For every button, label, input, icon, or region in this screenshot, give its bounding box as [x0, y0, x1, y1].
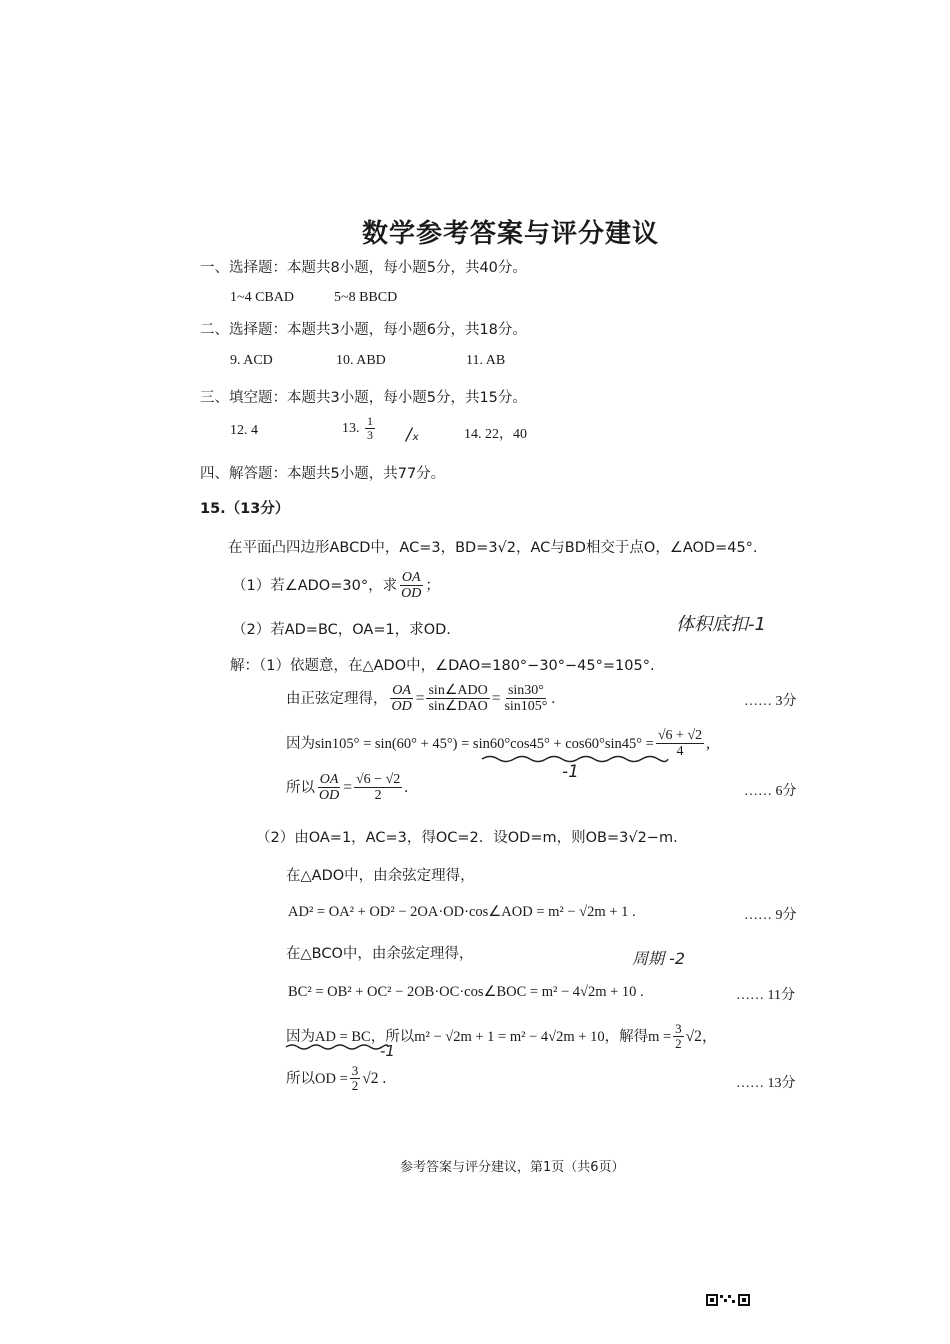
equality-text: 因为AD = BC，所以m² − √2m + 1 = m² − 4√2m + 10，解得m =	[286, 1028, 672, 1045]
handwritten-wavy-underline-2	[284, 1042, 390, 1052]
m-solution-denominator: 2	[675, 1036, 682, 1052]
handwritten-minus-one-2: -1	[380, 1042, 395, 1060]
ls-fraction-1-denominator: OD	[391, 699, 412, 715]
score-9: …… 9分	[744, 908, 797, 923]
question-15-stem: 在平面凸四边形ABCD中，AC=3，BD=3√2，AC与BD相交于点O，∠AOD=45°.	[228, 540, 758, 556]
sin105-expansion: 因为sin105° = sin(60° + 45°) = sin60°cos45° + cos60°sin45° =	[286, 735, 654, 752]
answer-10: 10. ABD	[336, 353, 386, 368]
answer-14: 14. 22，40	[464, 427, 527, 442]
answer-1-4: 1~4 CBAD	[230, 290, 294, 305]
score-3: …… 3分	[744, 694, 797, 709]
ratio-prefix: 所以	[286, 779, 315, 796]
solution-1-intro: 解：（1）依题意，在△ADO中，∠DAO=180°−30°−45°=105°.	[230, 658, 655, 674]
score-6: …… 6分	[744, 784, 797, 799]
answer-13-denominator: 3	[367, 428, 373, 443]
qr-code-icon	[706, 1294, 750, 1306]
section-1-heading: 一、选择题：本题共8小题，每小题5分，共40分。	[200, 260, 527, 276]
section-2-heading: 二、选择题：本题共3小题，每小题6分，共18分。	[200, 322, 527, 338]
law-of-sines-line	[286, 683, 555, 715]
question-15-part-2: （2）若AD=BC，OA=1，求OD.	[232, 622, 451, 638]
handwritten-minus-one-1: -1	[562, 762, 579, 782]
answer-9: 9. ACD	[230, 353, 273, 368]
score-13: …… 13分	[736, 1076, 796, 1091]
answer-13	[342, 415, 377, 442]
ls-fraction-1-numerator: OA	[392, 683, 411, 698]
bc-squared-equation: BC² = OB² + OC² − 2OB·OC·cos∠BOC = m² − 4√2m + 10 .	[288, 984, 644, 1000]
od-numerator: 3	[351, 1063, 359, 1078]
m-solution-numerator: 3	[675, 1021, 682, 1036]
ratio-result-line	[286, 772, 408, 804]
ls-equals-1: =	[415, 689, 425, 707]
od-result-line	[286, 1064, 386, 1094]
od-prefix: 所以OD =	[286, 1070, 348, 1087]
ratio-left-denominator: OD	[319, 788, 340, 804]
section-4-heading: 四、解答题：本题共5小题，共77分。	[200, 466, 446, 482]
law-of-cosines-ado: 在△ADO中，由余弦定理得，	[286, 868, 475, 884]
part-1-fraction-denominator: OD	[401, 586, 422, 602]
handwritten-note-volume: 体积底扣-1	[676, 614, 766, 635]
ratio-equals: =	[343, 778, 352, 796]
sin105-numerator: √6 + √2	[657, 728, 703, 743]
answer-12: 12. 4	[230, 423, 258, 438]
question-15-part-1	[232, 570, 440, 602]
handwritten-slash-mark: /ₓ	[406, 425, 420, 445]
answer-5-8: 5~8 BBCD	[334, 290, 398, 305]
answer-13-label: 13.	[342, 420, 360, 436]
m-solution-tail: √2，	[685, 1027, 718, 1045]
ls-fraction-2-denominator: sin∠DAO	[428, 699, 488, 715]
ls-period: .	[551, 689, 556, 707]
part-1-suffix: ；	[425, 577, 440, 594]
ls-equals-2: =	[491, 689, 501, 707]
part-1-fraction-numerator: OA	[401, 570, 421, 585]
law-of-cosines-bco: 在△BCO中，由余弦定理得，	[286, 946, 474, 962]
od-tail: √2 .	[362, 1069, 387, 1087]
sin105-comma: ,	[706, 734, 710, 752]
score-11: …… 11分	[736, 988, 795, 1003]
solution-2-intro: （2）由OA=1，AC=3，得OC=2．设OD=m，则OB=3√2−m．	[256, 830, 688, 846]
ls-fraction-3-numerator: sin30°	[507, 683, 544, 698]
part-1-prefix: （1）若∠ADO=30°，求	[232, 577, 398, 594]
ls-fraction-3-denominator: sin105°	[504, 699, 548, 715]
ls-fraction-2-numerator: sin∠ADO	[428, 683, 488, 698]
law-of-sines-prefix: 由正弦定理得，	[286, 690, 388, 707]
sin105-denominator: 4	[676, 744, 684, 760]
answer-13-numerator: 1	[367, 414, 373, 428]
answer-11: 11. AB	[466, 353, 506, 368]
page-title: 数学参考答案与评分建议	[362, 219, 660, 249]
ratio-right-numerator: √6 − √2	[355, 772, 401, 787]
section-3-heading: 三、填空题：本题共3小题，每小题5分，共15分。	[200, 390, 527, 406]
ad-squared-equation: AD² = OA² + OD² − 2OA·OD·cos∠AOD = m² − √2m + 1 .	[288, 904, 636, 920]
ratio-left-numerator: OA	[319, 772, 339, 787]
ratio-right-denominator: 2	[374, 788, 382, 804]
handwritten-note-period: 周期 -2	[632, 949, 686, 968]
od-denominator: 2	[351, 1078, 359, 1094]
page-footer: 参考答案与评分建议，第1页（共6页）	[400, 1160, 625, 1175]
question-15-header: 15.（13分）	[200, 501, 290, 517]
ratio-period: .	[404, 778, 409, 796]
